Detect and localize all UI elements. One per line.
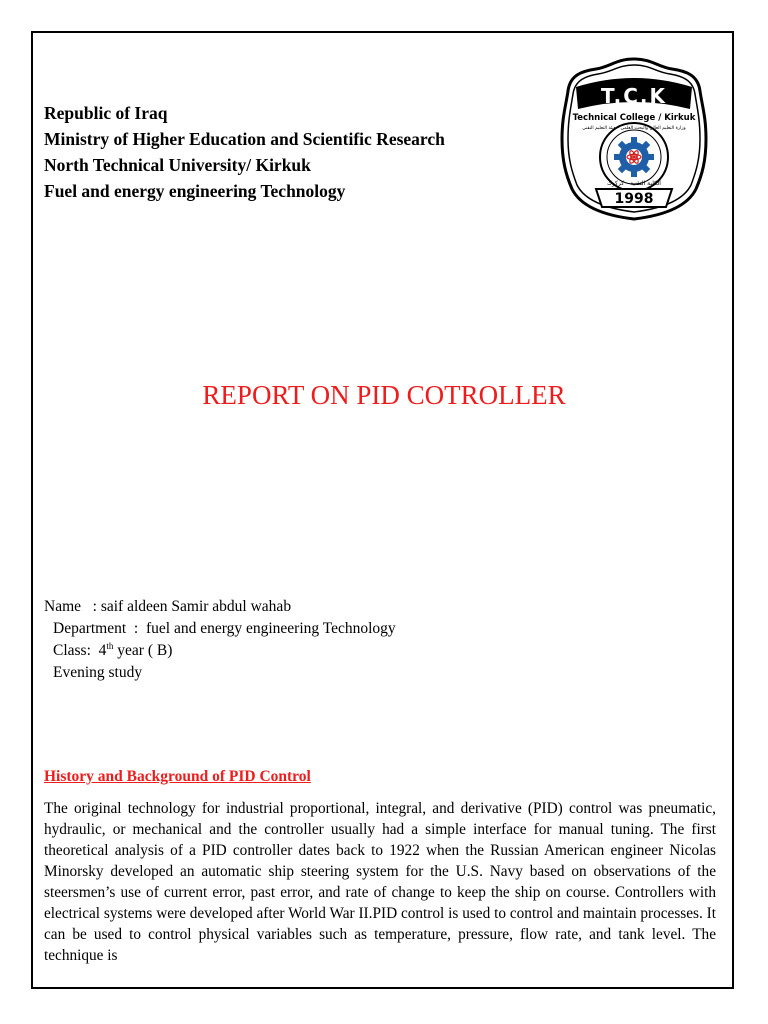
logo-year: 1998 — [614, 191, 654, 207]
student-name-line — [44, 596, 396, 618]
name-separator: : — [84, 598, 97, 615]
class-rest: year — [117, 642, 144, 659]
department-separator: : — [130, 620, 143, 637]
class-number-value: 4 — [98, 642, 107, 659]
class-number — [95, 642, 114, 659]
gear-icon — [614, 137, 654, 177]
department-value: fuel and energy engineering Technology — [145, 620, 396, 637]
student-department-line — [44, 618, 396, 640]
name-label: Name — [44, 598, 82, 615]
student-class-line — [44, 640, 396, 662]
header-department: Fuel and energy engineering Technology — [44, 181, 346, 201]
student-info — [44, 596, 396, 684]
report-title: REPORT ON PID COTROLLER — [202, 380, 566, 410]
class-label: Class: — [53, 642, 91, 659]
header-university: North Technical University/ Kirkuk — [44, 155, 311, 175]
logo-abbreviation: T.C.K — [601, 84, 667, 108]
class-section: ( B) — [147, 642, 173, 659]
logo-college-name: Technical College / Kirkuk — [572, 113, 696, 123]
logo-arabic-ring: وزارة التعليم العالي والبحث العلمي - هيئة التعليم التقني — [582, 126, 686, 131]
college-logo — [560, 57, 708, 221]
header-ministry: Ministry of Higher Education and Scientific Research — [44, 129, 445, 149]
logo-arabic-label: الكلية التقنية - كركوك — [607, 180, 661, 187]
department-label: Department — [53, 620, 127, 637]
section-body: The original technology for industrial proportional, integral, and derivative (PID) control was pneumatic, hydraulic, or mechanical and the controller usually had a simple interface for manual tuning. The first theoretical analysis of a PID controller dates back to 1922 when the Russian American engineer Nicolas Minorsky developed an automatic ship steering system for the U.S. Navy based on observations of the steersmen’s use of current error, past error, and rate of change to keep the ship on course. Controllers with electrical systems were developed after World War II.PID control is used to control and maintain processes. It can be used to control physical variables such as temperature, pressure, flow rate, and tank level. The technique is — [44, 800, 716, 964]
student-study-line: Evening study — [53, 664, 143, 681]
header-country: Republic of Iraq — [44, 103, 168, 123]
class-suffix: th — [106, 641, 114, 651]
institution-header — [44, 100, 534, 204]
name-value: saif aldeen Samir abdul wahab — [100, 598, 292, 615]
section-heading: History and Background of PID Control — [44, 768, 311, 785]
